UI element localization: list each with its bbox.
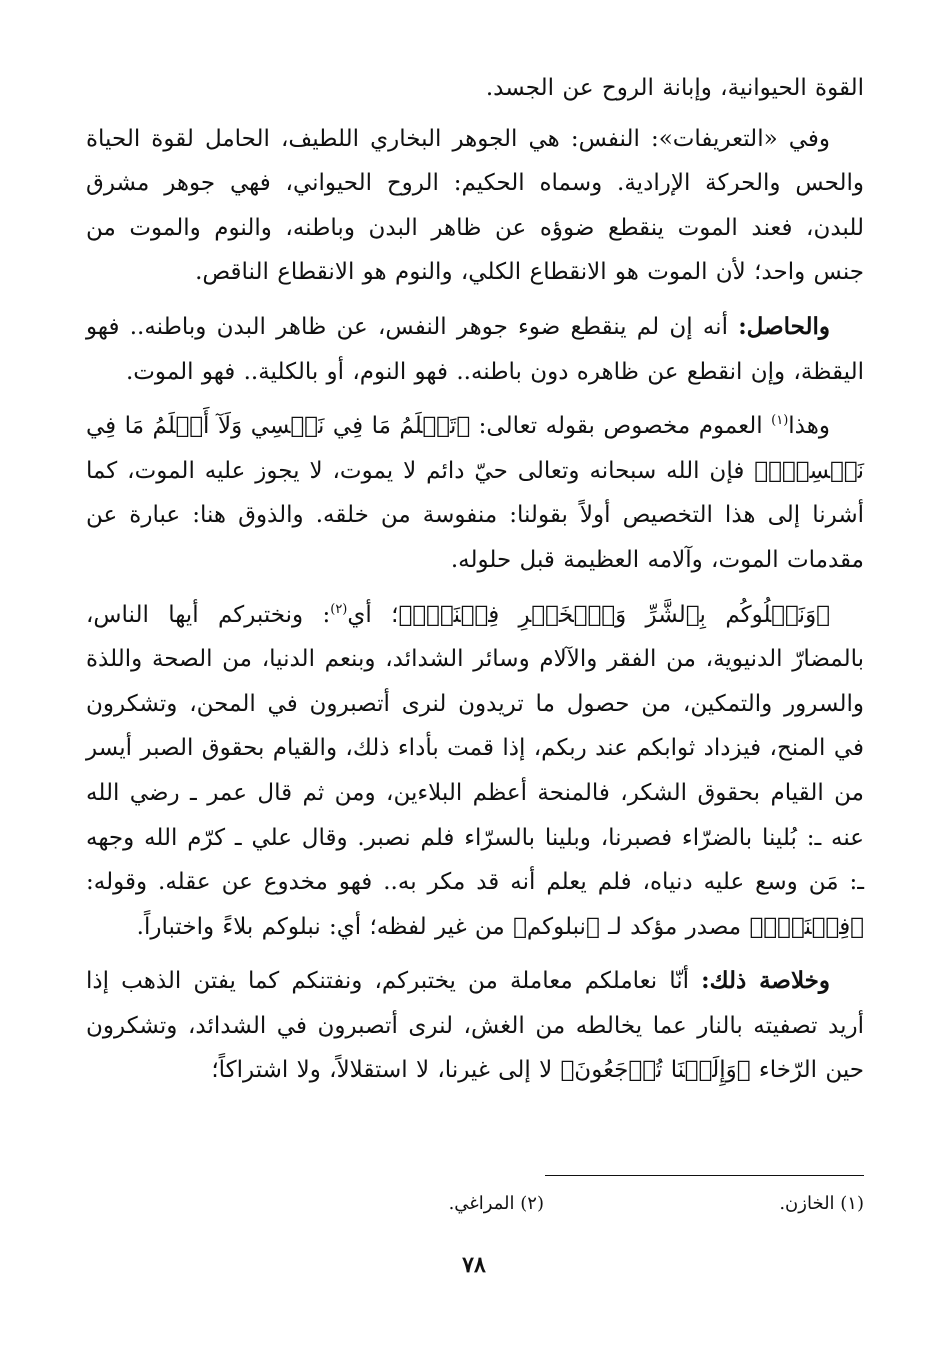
page-body [86,66,864,1103]
paragraph-4-text-b: العموم مخصوص بقوله تعالى: [470,413,772,440]
paragraph-4-text-c: فإن الله سبحانه وتعالى حيّ دائم لا يموت، لا يجوز عليه الموت، كما أشرنا إلى هذا التخصيص أولاً بقولنا: منفوسة من خلقه. والذوق هنا: عبارة عن مقدمات الموت، وآلامه العظيمة قبل حلوله. [86,457,864,573]
paragraph-6-text-a: أنّا نعاملكم معاملة من يختبركم، ونفتنكم كما يفتن الذهب إذا أريد تصفيته بالنار عما يخالطه من الغش، لنرى أتصبرون في الشدائد، وتشكرون حين الرّخاء [86,968,864,1084]
paragraph-2-text: وفي «التعريفات»: النفس: هي الجوهر البخاري اللطيف، الحامل لقوة الحياة والحس والحركة الإرادية. وسماه الحكيم: الروح الحيواني، فهي جوهر مشرق للبدن، فعند الموت ينقطع ضوؤه عن ظاهر البدن وباطنه، والنوم والموت من جنس واحد؛ لأن الموت هو الانقطاع الكلي، والنوم هو الانقطاع الناقص. [86,125,864,286]
paragraph-2 [86,117,864,295]
quran-verse-2: ﴿وَنَبۡلُوكُم بِٱلشَّرِّ وَٱلۡخَيۡرِ فِتۡنَةٗۖ﴾ [398,601,830,628]
paragraph-6-text-b: لا إلى غيرنا، لا استقلالاً، ولا اشتراكاً؛ [211,1057,561,1084]
paragraph-3 [86,305,864,394]
footnotes [86,1188,864,1220]
quran-word-fitnah: ﴿فِتۡنَةٗۖ﴾ [749,913,864,940]
paragraph-4-text-a: وهذا [788,413,830,440]
quoted-word-nabloukum: ﴿نبلوكم﴾ [513,913,600,940]
paragraph-1 [86,66,864,111]
paragraph-3-lead: والحاصل: [738,312,830,340]
paragraph-5-text-c: مصدر مؤكد لـ [599,913,750,940]
paragraph-6 [86,959,864,1093]
paragraph-6-lead: وخلاصة ذلك: [701,967,830,995]
paragraph-5-text-d: من غير لفظه؛ أي: نبلوكم بلاءً واختباراً. [136,913,514,940]
footnote-ref-2[interactable]: (٢) [330,601,348,617]
footnote-separator [545,1175,864,1176]
paragraph-3-text: أنه إن لم ينقطع ضوء جوهر النفس، عن ظاهر البدن وباطنه.. فهو اليقظة، وإن انقطع عن ظاهره دون باطنه.. فهو النوم، أو بالكلية.. فهو الموت. [86,313,864,385]
paragraph-1-text: القوة الحيوانية، وإبانة الروح عن الجسد. [485,75,864,101]
footnote-1: (١) الخازن. [779,1193,864,1214]
paragraph-5 [86,593,864,950]
footnote-2: (٢) المراغي. [448,1193,544,1214]
footnote-ref-1[interactable]: (١) [771,413,789,429]
page-number: ٧٨ [462,1252,486,1278]
paragraph-5-text-a: ؛ أي [347,601,399,628]
paragraph-4 [86,404,864,582]
paragraph-5-text-b: : ونختبركم أيها الناس، بالمضارّ الدنيوية، من الفقر والآلام وسائر الشدائد، وبنعم الدنيا، من الصحة واللذة والسرور والتمكين، من حصول ما تريدون لنرى أتصبرون في المحن، وتشكرون في المنح، فيزداد ثوابكم عند ربكم، إذا قمت بأداء ذلك، والقيام بحقوق الصبر أيسر من القيام بحقوق الشكر، فالمنحة أعظم البلاءين، ومن ثم قال عمر ـ رضي الله عنه ـ: بُلينا بالضرّاء فصبرنا، وبلينا بالسرّاء فلم نصبر. وقال علي ـ كرّم الله وجهه ـ: مَن وسع عليه دنياه، فلم يعلم أنه قد مكر به.. فهو مخدوع عن عقله. وقوله: [86,601,864,896]
quran-verse-3: ﴿وَإِلَيۡنَا تُرۡجَعُونَ﴾ [560,1057,751,1084]
quran-verse-1: ﴿تَعۡلَمُ مَا فِي نَفۡسِي وَلَآ أَعۡلَمُ مَا فِي نَفۡسِكَۚ﴾ [86,413,864,484]
